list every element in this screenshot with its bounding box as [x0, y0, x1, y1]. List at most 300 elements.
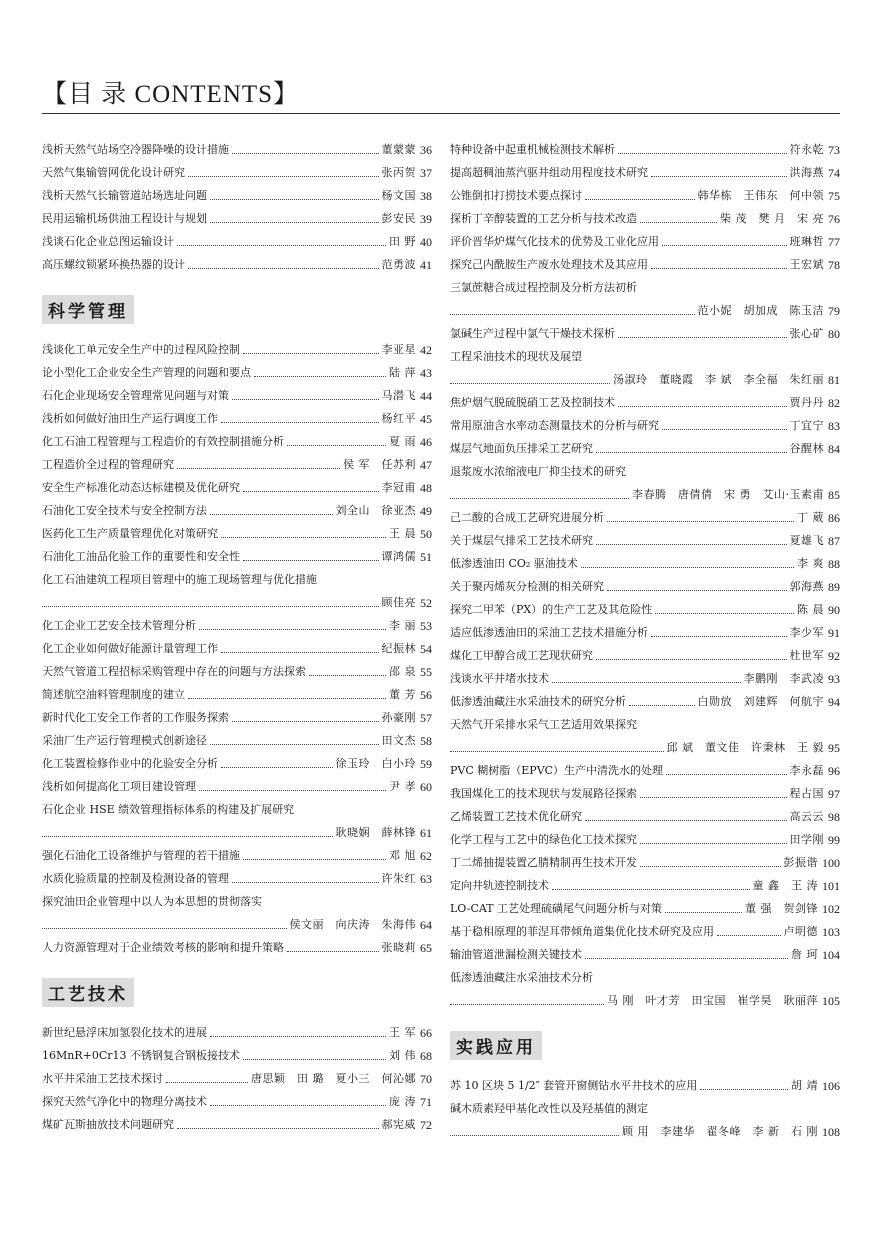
dot-leader: [42, 836, 333, 837]
toc-entry: [42, 249, 432, 272]
entry-title: 浅谈化工单元安全生产中的过程风险控制: [42, 343, 240, 356]
toc-entry: [450, 226, 840, 249]
toc-column-right: [450, 134, 840, 1139]
entry-authors: 徐玉玲 白小玲: [335, 757, 416, 770]
entry-page: 41: [420, 258, 432, 272]
entry-title-line: [42, 886, 432, 909]
dot-leader: [607, 521, 794, 522]
entry-title: 探究己内酰胺生产废水处理技术及其应用: [450, 258, 648, 271]
toc-entry: [42, 403, 432, 426]
entry-authors: 夏 雨: [389, 435, 416, 448]
entry-authors: 汤淑玲 董晓霞 李 斌 李全福 朱红丽: [613, 373, 824, 386]
entry-page: 82: [828, 396, 840, 410]
toc-entry: [42, 1063, 432, 1086]
entry-authors: 董 强 贺剑锋: [745, 902, 818, 915]
entry-authors: 尹 孝: [389, 780, 416, 793]
entry-authors: 贾丹丹: [789, 396, 824, 409]
entry-page: 85: [828, 488, 840, 502]
entry-authors: 唐思颖 田 璐 夏小三 何沁娜: [251, 1072, 416, 1085]
toc-entry: [42, 380, 432, 403]
entry-page: 49: [420, 504, 432, 518]
entry-page: 57: [420, 711, 432, 725]
entry-authors: 王 军: [389, 1026, 416, 1039]
entry-authors: 丁 葳: [797, 511, 824, 524]
dot-leader: [243, 560, 379, 561]
entry-title: 退浆废水浓缩液电厂抑尘技术的研究: [450, 465, 626, 478]
entry-authors: 侯 军 任苏利: [343, 458, 416, 471]
entry-authors: 侯文丽 向庆涛 朱海伟: [289, 918, 416, 931]
entry-authors: 陈 晨: [797, 603, 824, 616]
entry-title-line: [450, 709, 840, 732]
entry-title: 碱木质素羟甲基化改性以及羟基值的测定: [450, 1102, 648, 1115]
entry-title: 煤化工甲醇合成工艺现状研究: [450, 649, 593, 662]
entry-page: 88: [828, 557, 840, 571]
entry-title: 浅谈水平井堵水技术: [450, 672, 549, 685]
entry-title: 苏 10 区块 5 1/2″ 套管开窗侧钻水平井技术的应用: [450, 1079, 698, 1092]
dot-leader: [210, 1036, 386, 1037]
entry-page: 51: [420, 550, 432, 564]
entry-author-line: [450, 364, 840, 387]
dot-leader: [651, 176, 787, 177]
entry-page: 62: [420, 849, 432, 863]
entry-title: 工程采油技术的现状及展望: [450, 350, 582, 363]
entry-title: LO-CAT 工艺处理硫磺尾气问题分析与对策: [450, 902, 663, 915]
dot-leader: [287, 951, 379, 952]
entry-title: 安全生产标准化动态达标建模及优化研究: [42, 481, 240, 494]
toc-entry: [42, 564, 432, 610]
entry-title: 己二酸的合成工艺研究进展分析: [450, 511, 604, 524]
toc-entry: [450, 180, 840, 203]
entry-page: 47: [420, 458, 432, 472]
entry-title: 关于煤层气排采工艺技术研究: [450, 534, 593, 547]
dot-leader: [177, 245, 386, 246]
entry-title: 浅析如何提高化工项目建设管理: [42, 780, 196, 793]
entry-authors: 董蒙蒙: [381, 143, 416, 156]
entry-page: 68: [420, 1049, 432, 1063]
entry-title: 高压螺纹锁紧环换热器的设计: [42, 258, 185, 271]
entry-page: 89: [828, 580, 840, 594]
entry-authors: 谷醒林: [789, 442, 824, 455]
entry-title-line: [450, 962, 840, 985]
entry-title: 适应低渗透油田的采油工艺技术措施分析: [450, 626, 648, 639]
toc-entry: [450, 203, 840, 226]
entry-page: 96: [828, 764, 840, 778]
dot-leader: [221, 652, 379, 653]
dot-leader: [450, 498, 629, 499]
entry-authors: 王宏斌: [789, 258, 824, 271]
dot-leader: [199, 790, 386, 791]
toc-entry: [450, 318, 840, 341]
entry-title: 探析丁辛醇装置的工艺分析与技术改造: [450, 212, 637, 225]
entry-title: 特种设备中起重机械检测技术解析: [450, 143, 615, 156]
toc-entry: [42, 495, 432, 518]
entry-authors: 张丙贺: [381, 166, 416, 179]
dot-leader: [640, 797, 787, 798]
entry-title: 石油化工安全技术与安全控制方法: [42, 504, 207, 517]
entry-authors: 邵 泉: [389, 665, 416, 678]
toc-entry: [42, 702, 432, 725]
entry-title: 民用运输机场供油工程设计与规划: [42, 212, 207, 225]
entry-page: 52: [420, 596, 432, 610]
dot-leader: [450, 1135, 619, 1136]
toc-entry: [450, 847, 840, 870]
entry-page: 38: [420, 189, 432, 203]
entry-authors: 高云云: [789, 810, 824, 823]
entry-authors: 邓 旭: [389, 849, 416, 862]
toc-entry: [42, 203, 432, 226]
entry-page: 66: [420, 1026, 432, 1040]
entry-title: 天然气开采排水采气工艺适用效果探究: [450, 718, 637, 731]
dot-leader: [254, 376, 386, 377]
dot-leader: [450, 1004, 604, 1005]
dot-leader: [552, 682, 741, 683]
entry-authors: 童 鑫 王 涛: [752, 879, 818, 892]
toc-entry: [42, 472, 432, 495]
dot-leader: [618, 337, 787, 338]
dot-leader: [618, 153, 787, 154]
entry-title: 石化企业 HSE 绩效管理指标体系的构建及扩展研究: [42, 803, 295, 816]
dot-leader: [243, 353, 379, 354]
dot-leader: [210, 514, 333, 515]
toc-entry: [450, 525, 840, 548]
entry-authors: 张晓莉: [381, 941, 416, 954]
toc-entry: [42, 840, 432, 863]
toc-entry: [42, 357, 432, 380]
toc-entry: [42, 863, 432, 886]
entry-authors: 谭鸿儒: [381, 550, 416, 563]
toc-entry: [450, 594, 840, 617]
dot-leader: [287, 445, 386, 446]
dot-leader: [450, 314, 695, 315]
dot-leader: [607, 590, 787, 591]
entry-authors: 彭安民: [381, 212, 416, 225]
toc-entry: [450, 341, 840, 387]
entry-title: 新世纪悬浮床加氢裂化技术的进展: [42, 1026, 207, 1039]
entry-page: 100: [822, 856, 840, 870]
entry-page: 101: [822, 879, 840, 893]
entry-page: 45: [420, 412, 432, 426]
entry-page: 71: [420, 1095, 432, 1109]
entry-page: 103: [822, 925, 840, 939]
entry-authors: 陆 萍: [389, 366, 416, 379]
entry-page: 73: [828, 143, 840, 157]
entry-title: 化工石油工程管理与工程造价的有效控制措施分析: [42, 435, 284, 448]
dot-leader: [585, 820, 787, 821]
dot-leader: [596, 452, 787, 453]
entry-authors: 柴 茂 樊 月 宋 亮: [720, 212, 824, 225]
toc-entry: [450, 1093, 840, 1139]
entry-title: 焦炉烟气脱硫脱硝工艺及控制技术: [450, 396, 615, 409]
entry-title: 新时代化工安全工作者的工作服务探索: [42, 711, 229, 724]
entry-title: 探究二甲苯（PX）的生产工艺及其危险性: [450, 603, 653, 616]
entry-authors: 班琳哲: [789, 235, 824, 248]
entry-title: 我国煤化工的技术现状与发展路径探索: [450, 787, 637, 800]
toc-entry: [450, 502, 840, 525]
dot-leader: [665, 912, 742, 913]
section-title: 工艺技术: [42, 978, 134, 1007]
entry-page: 94: [828, 695, 840, 709]
section-header-science-management: [42, 272, 432, 334]
dot-leader: [243, 859, 386, 860]
dot-leader: [232, 721, 379, 722]
entry-authors: 邱 斌 董文佳 许秉林 王 毅: [666, 741, 824, 754]
dot-leader: [232, 153, 379, 154]
toc-group-process-technology: [42, 1017, 432, 1132]
entry-authors: 洪海燕: [789, 166, 824, 179]
entry-authors: 纪振林: [381, 642, 416, 655]
toc-entry: [42, 748, 432, 771]
entry-page: 59: [420, 757, 432, 771]
entry-authors: 范小妮 胡加成 陈玉洁: [697, 304, 824, 317]
entry-page: 39: [420, 212, 432, 226]
toc-entry: [450, 617, 840, 640]
entry-title: 天然气集输管网优化设计研究: [42, 166, 185, 179]
entry-title: 水质化验质量的控制及检测设备的管理: [42, 872, 229, 885]
entry-authors: 卢明德: [783, 925, 818, 938]
entry-authors: 丁宜宁: [789, 419, 824, 432]
entry-authors: 刘 伟: [389, 1049, 416, 1062]
dot-leader: [42, 928, 287, 929]
entry-title-line: [450, 1093, 840, 1116]
entry-title: 天然气管道工程招标采购管理中存在的问题与方法探索: [42, 665, 306, 678]
dot-leader: [552, 889, 750, 890]
entry-authors: 夏雄飞: [789, 534, 824, 547]
entry-author-line: [42, 587, 432, 610]
entry-page: 55: [420, 665, 432, 679]
entry-authors: 郭海燕: [789, 580, 824, 593]
entry-page: 106: [822, 1079, 840, 1093]
dot-leader: [243, 491, 379, 492]
toc-entry: [450, 939, 840, 962]
dot-leader: [188, 176, 379, 177]
entry-title: 公锥倒扣打捞技术要点探讨: [450, 189, 582, 202]
toc-entry: [42, 656, 432, 679]
toc-entry: [450, 801, 840, 824]
section-header-practice-application: [450, 1008, 840, 1070]
page-title: 【目 录 CONTENTS】: [42, 81, 300, 108]
entry-title: 浅析如何做好油田生产运行调度工作: [42, 412, 218, 425]
entry-author-line: [42, 817, 432, 840]
toc-entry: [450, 272, 840, 318]
dot-leader: [42, 606, 379, 607]
entry-title: 论小型化工企业安全生产管理的问题和要点: [42, 366, 251, 379]
entry-authors: 韩华栋 王伟东 何中领: [697, 189, 824, 202]
entry-page: 91: [828, 626, 840, 640]
dot-leader: [585, 958, 788, 959]
entry-page: 104: [822, 948, 840, 962]
dot-leader: [221, 422, 379, 423]
toc-entry: [42, 1086, 432, 1109]
entry-page: 98: [828, 810, 840, 824]
entry-authors: 张心矿: [789, 327, 824, 340]
entry-page: 54: [420, 642, 432, 656]
entry-page: 83: [828, 419, 840, 433]
entry-title: 化工企业如何做好能源计量管理工作: [42, 642, 218, 655]
entry-authors: 李鹏刚 李武凌: [743, 672, 824, 685]
dot-leader: [640, 866, 781, 867]
dot-leader: [177, 468, 340, 469]
entry-page: 37: [420, 166, 432, 180]
dot-leader: [450, 751, 664, 752]
entry-authors: 李冠甫: [381, 481, 416, 494]
dot-leader: [585, 199, 695, 200]
toc-entry: [42, 886, 432, 932]
dot-leader: [210, 1105, 386, 1106]
toc-entry: [450, 640, 840, 663]
toc-entry: [42, 610, 432, 633]
entry-authors: 杨文国: [381, 189, 416, 202]
entry-title: 提高超稠油蒸汽驱井组动用程度技术研究: [450, 166, 648, 179]
entry-authors: 李永磊: [789, 764, 824, 777]
toc-entry: [450, 755, 840, 778]
entry-title: 石油化工油品化验工作的重要性和安全性: [42, 550, 240, 563]
entry-title: 工程造价全过程的管理研究: [42, 458, 174, 471]
toc-entry: [450, 663, 840, 686]
entry-page: 65: [420, 941, 432, 955]
toc-entry: [42, 180, 432, 203]
toc-entry: [42, 518, 432, 541]
entry-title: 丁二烯抽提装置乙腈精制再生技术开发: [450, 856, 637, 869]
dot-leader: [640, 843, 787, 844]
toc-entry: [42, 1109, 432, 1132]
entry-page: 36: [420, 143, 432, 157]
dot-leader: [596, 544, 787, 545]
toc-entry: [42, 794, 432, 840]
entry-title: 简述航空油料管理制度的建立: [42, 688, 185, 701]
toc-group-science-management: [42, 334, 432, 955]
entry-authors: 田 野: [389, 235, 416, 248]
entry-page: 95: [828, 741, 840, 755]
toc-entry: [42, 449, 432, 472]
entry-title: 输油管道泄漏检测关键技术: [450, 948, 582, 961]
entry-title: 定向井轨迹控制技术: [450, 879, 549, 892]
entry-author-line: [450, 1116, 840, 1139]
entry-authors: 白勋放 刘建辉 何航宇: [697, 695, 824, 708]
entry-authors: 杨红平: [381, 412, 416, 425]
toc-entry: [42, 679, 432, 702]
entry-title: 人力资源管理对于企业绩效考核的影响和提升策略: [42, 941, 284, 954]
entry-page: 102: [822, 902, 840, 916]
dot-leader: [188, 698, 386, 699]
toc-entry: [42, 226, 432, 249]
entry-authors: 李少军: [789, 626, 824, 639]
entry-page: 50: [420, 527, 432, 541]
entry-page: 72: [420, 1118, 432, 1132]
entry-title: PVC 糊树脂（EPVC）生产中清洗水的处理: [450, 764, 664, 777]
entry-author-line: [42, 909, 432, 932]
entry-page: 87: [828, 534, 840, 548]
dot-leader: [618, 406, 787, 407]
entry-authors: 顾 用 李建华 翟冬峰 李 新 石 刚: [622, 1125, 818, 1138]
dot-leader: [450, 383, 610, 384]
entry-author-line: [450, 985, 840, 1008]
toc-entry: [42, 134, 432, 157]
entry-title: 水平井采油工艺技术探讨: [42, 1072, 163, 1085]
dot-leader: [651, 636, 787, 637]
entry-title: 评价晋华炉煤气化技术的优势及工业化应用: [450, 235, 659, 248]
entry-page: 53: [420, 619, 432, 633]
entry-page: 76: [828, 212, 840, 226]
dot-leader: [210, 222, 379, 223]
entry-page: 74: [828, 166, 840, 180]
entry-title-line: [42, 564, 432, 587]
entry-title: 低渗透油藏注水采油技术的研究分析: [450, 695, 626, 708]
entry-page: 40: [420, 235, 432, 249]
toc-entry: [450, 456, 840, 502]
entry-title: 乙烯装置工艺技术优化研究: [450, 810, 582, 823]
entry-title: 低渗透油田 CO₂ 驱油技术: [450, 557, 578, 570]
entry-page: 56: [420, 688, 432, 702]
toc-entry: [450, 410, 840, 433]
entry-author-line: [450, 295, 840, 318]
toc-entry: [450, 709, 840, 755]
toc-entry: [42, 1017, 432, 1040]
entry-title-line: [42, 794, 432, 817]
entry-page: 108: [822, 1125, 840, 1139]
toc-entry: [450, 548, 840, 571]
entry-authors: 耿晓娴 薛林锋: [335, 826, 416, 839]
entry-page: 105: [822, 994, 840, 1008]
entry-title: 煤矿瓦斯抽放技术问题研究: [42, 1118, 174, 1131]
entry-authors: 李 丽: [389, 619, 416, 632]
toc-entry: [450, 571, 840, 594]
dot-leader: [717, 935, 781, 936]
entry-page: 60: [420, 780, 432, 794]
dot-leader: [666, 774, 786, 775]
toc-entry: [42, 1040, 432, 1063]
toc-entry: [42, 426, 432, 449]
toc-entry: [450, 870, 840, 893]
section-header-process-technology: [42, 955, 432, 1017]
entry-title: 探究天然气净化中的物理分离技术: [42, 1095, 207, 1108]
entry-authors: 李 爽: [797, 557, 824, 570]
dot-leader: [199, 629, 386, 630]
entry-title: 浅析天然气长输管道站场选址问题: [42, 189, 207, 202]
entry-title: 强化石油化工设备维护与管理的若干措施: [42, 849, 240, 862]
entry-title: 医药化工生产质量管理优化对策研究: [42, 527, 218, 540]
toc-entry: [42, 771, 432, 794]
entry-authors: 彭振谐: [783, 856, 818, 869]
entry-authors: 王 晨: [389, 527, 416, 540]
toc-column-left: [42, 134, 432, 1132]
dot-leader: [629, 705, 695, 706]
entry-authors: 马 刚 叶才芳 田宝国 崔学昊 耿丽萍: [607, 994, 818, 1007]
toc-entry: [450, 778, 840, 801]
entry-authors: 胡 靖: [791, 1079, 818, 1092]
toc-entry: [450, 962, 840, 1008]
dot-leader: [188, 268, 379, 269]
entry-authors: 李春腾 唐倩倩 宋 勇 艾山·玉素甫: [632, 488, 824, 501]
toc-entry: [42, 541, 432, 564]
entry-page: 90: [828, 603, 840, 617]
entry-title: 化工企业工艺安全技术管理分析: [42, 619, 196, 632]
entry-authors: 董 芳: [389, 688, 416, 701]
entry-page: 86: [828, 511, 840, 525]
entry-page: 64: [420, 918, 432, 932]
entry-page: 99: [828, 833, 840, 847]
dot-leader: [177, 1128, 379, 1129]
dot-leader: [662, 429, 787, 430]
toc-entry: [450, 134, 840, 157]
entry-title: 探究油田企业管理中以人为本思想的贯彻落实: [42, 895, 262, 908]
dot-leader: [221, 767, 333, 768]
entry-page: 58: [420, 734, 432, 748]
entry-page: 63: [420, 872, 432, 886]
entry-title-line: [450, 341, 840, 364]
entry-page: 48: [420, 481, 432, 495]
dot-leader: [221, 537, 386, 538]
entry-authors: 范勇波: [381, 258, 416, 271]
